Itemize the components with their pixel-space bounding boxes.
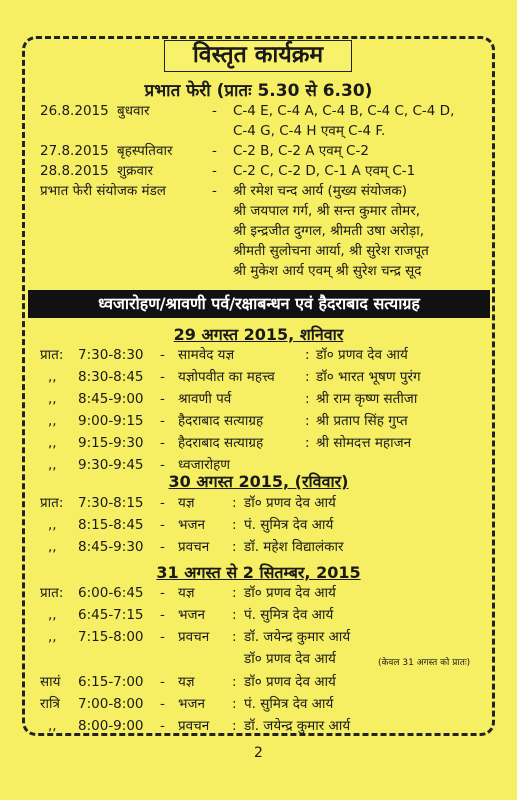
row-time: 7:30-8:30 — [78, 347, 144, 363]
page-number: 2 — [254, 745, 263, 761]
row-colon: : — [232, 607, 237, 623]
row-person: डॉ० भारत भूषण पुरंग — [316, 369, 421, 385]
row-prefix: सायं — [40, 674, 61, 690]
row-sep: - — [160, 413, 165, 429]
prabhat-groups: C-4 E, C-4 A, C-4 B, C-4 C, C-4 D, — [233, 103, 455, 119]
row-colon: : — [232, 495, 237, 511]
row-prefix: प्रात: — [40, 347, 64, 363]
row-event: यज्ञ — [178, 495, 195, 511]
row-time: 7:30-8:15 — [78, 495, 144, 511]
row-event: प्रवचन — [178, 718, 210, 734]
row-sep: - — [160, 347, 165, 363]
row-sep: - — [160, 696, 165, 712]
row-time: 8:00-9:00 — [78, 718, 144, 734]
row-time: 8:45-9:00 — [78, 391, 144, 407]
row-person: पं. सुमित्र देव आर्य — [244, 517, 334, 533]
row-colon: : — [232, 696, 237, 712]
row-sep: - — [160, 585, 165, 601]
row-time: 6:00-6:45 — [78, 585, 144, 601]
row-person: डॉ० प्रणव देव आर्य — [316, 347, 408, 363]
page-title: विस्तृत कार्यक्रम — [164, 40, 352, 72]
row-person: डॉ. जयेन्द्र कुमार आर्य — [244, 718, 351, 734]
row-person: पं. सुमित्र देव आर्य — [244, 607, 334, 623]
row-prefix: ,, — [48, 457, 57, 473]
row-prefix: ,, — [48, 607, 57, 623]
prabhat-sep: - — [212, 163, 217, 179]
row-person: श्री राम कृष्ण सतीजा — [316, 391, 418, 407]
row-colon: : — [232, 629, 237, 645]
row-event: हैदराबाद सत्याग्रह — [178, 435, 264, 451]
row-event: भजन — [178, 696, 205, 712]
row-colon: : — [232, 674, 237, 690]
row-person: डॉ. जयेन्द्र कुमार आर्य — [244, 629, 351, 645]
row-time: 8:30-8:45 — [78, 369, 144, 385]
row-person: डॉ० प्रणव देव आर्य — [244, 585, 336, 601]
row-sep: - — [160, 457, 165, 473]
row-sep: - — [160, 607, 165, 623]
row-prefix: ,, — [48, 517, 57, 533]
row-sep: - — [160, 674, 165, 690]
row-prefix: प्रात: — [40, 585, 64, 601]
row-time: 7:00-8:00 — [78, 696, 144, 712]
row-event: भजन — [178, 607, 205, 623]
row-person: श्री प्रताप सिंह गुप्त — [316, 413, 408, 429]
prabhat-day: बृहस्पतिवार — [117, 143, 173, 159]
row-sep: - — [160, 435, 165, 451]
row-person: पं. सुमित्र देव आर्य — [244, 696, 334, 712]
row-event: प्रवचन — [178, 629, 210, 645]
row-time: 9:15-9:30 — [78, 435, 144, 451]
row-event: सामवेद यज्ञ — [178, 347, 235, 363]
row-person: डॉ. महेश विद्यालंकार — [244, 539, 344, 555]
day3-heading: 31 अगस्त से 2 सितम्बर, 2015 — [156, 563, 361, 582]
committee-member: श्री जयपाल गर्ग, श्री सन्त कुमार तोमर, — [233, 203, 421, 219]
prabhat-sep: - — [212, 143, 217, 159]
prabhat-date: 28.8.2015 — [40, 163, 109, 179]
row-colon: : — [232, 718, 237, 734]
row-time: 8:45-9:30 — [78, 539, 144, 555]
row-time: 6:45-7:15 — [78, 607, 144, 623]
row-person: डॉ० प्रणव देव आर्य — [244, 651, 336, 667]
row-event: प्रवचन — [178, 539, 210, 555]
row-prefix: ,, — [48, 369, 57, 385]
day2-heading: 30 अगस्त 2015, (रविवार) — [168, 472, 349, 491]
prabhat-groups: C-4 G, C-4 H एवम् C-4 F. — [233, 123, 386, 139]
prabhat-date: 27.8.2015 — [40, 143, 109, 159]
row-colon: : — [305, 369, 310, 385]
row-time: 9:00-9:15 — [78, 413, 144, 429]
row-colon: : — [305, 391, 310, 407]
prabhat-day: बुधवार — [117, 103, 150, 119]
row-time: 8:15-8:45 — [78, 517, 144, 533]
row-prefix: ,, — [48, 629, 57, 645]
row-prefix: ,, — [48, 539, 57, 555]
row-colon: : — [232, 517, 237, 533]
row-event: भजन — [178, 517, 205, 533]
event-banner: ध्वजारोहण/श्रावणी पर्व/रक्षाबन्धन एवं हैदराबाद सत्याग्रह — [28, 290, 490, 318]
row-prefix: प्रात: — [40, 495, 64, 511]
row-sep: - — [160, 391, 165, 407]
row-event: हैदराबाद सत्याग्रह — [178, 413, 264, 429]
row-colon: : — [232, 539, 237, 555]
row-event: ध्वजारोहण — [178, 457, 231, 473]
row-colon: : — [305, 435, 310, 451]
row-event: श्रावणी पर्व — [178, 391, 232, 407]
prabhat-date: 26.8.2015 — [40, 103, 109, 119]
row-colon: : — [305, 347, 310, 363]
prabhat-groups: C-2 C, C-2 D, C-1 A एवम् C-1 — [233, 163, 416, 179]
prabhat-pheri-heading: प्रभात फेरी (प्रातः 5.30 से 6.30) — [144, 81, 373, 101]
row-sep: - — [160, 629, 165, 645]
prabhat-day: शुक्रवार — [117, 163, 154, 179]
row-colon: : — [232, 585, 237, 601]
row-time: 9:30-9:45 — [78, 457, 144, 473]
committee-member: श्री इन्द्रजीत दुग्गल, श्रीमती उषा अरोड़ा, — [233, 223, 425, 239]
row-sep: - — [160, 539, 165, 555]
row-sep: - — [160, 369, 165, 385]
committee-label: प्रभात फेरी संयोजक मंडल — [40, 183, 166, 199]
prabhat-groups: C-2 B, C-2 A एवम् C-2 — [233, 143, 369, 159]
row-prefix: ,, — [48, 391, 57, 407]
committee-sep: - — [212, 183, 217, 199]
prabhat-sep: - — [212, 103, 217, 119]
row-person: डॉ० प्रणव देव आर्य — [244, 674, 336, 690]
row-sep: - — [160, 718, 165, 734]
row-sep: - — [160, 495, 165, 511]
row-event: यज्ञोपवीत का महत्त्व — [178, 369, 275, 385]
row-prefix: रात्रि — [40, 696, 60, 712]
row-colon: : — [305, 413, 310, 429]
committee-member: श्रीमती सुलोचना आर्या, श्री सुरेश राजपूत — [233, 243, 429, 259]
row-time: 7:15-8:00 — [78, 629, 144, 645]
morning-only-note: (केवल 31 अगस्त को प्रातः) — [378, 658, 471, 668]
row-prefix: ,, — [48, 413, 57, 429]
row-prefix: ,, — [48, 718, 57, 734]
row-person: श्री सोमदत्त महाजन — [316, 435, 412, 451]
row-time: 6:15-7:00 — [78, 674, 144, 690]
row-person: डॉ० प्रणव देव आर्य — [244, 495, 336, 511]
row-sep: - — [160, 517, 165, 533]
committee-member: श्री मुकेश आर्य एवम् श्री सुरेश चन्द्र सूद — [233, 263, 422, 279]
row-event: यज्ञ — [178, 585, 195, 601]
row-prefix: ,, — [48, 435, 57, 451]
committee-member: श्री रमेश चन्द आर्य (मुख्य संयोजक) — [233, 183, 407, 199]
row-event: यज्ञ — [178, 674, 195, 690]
day1-heading: 29 अगस्त 2015, शनिवार — [173, 325, 344, 344]
